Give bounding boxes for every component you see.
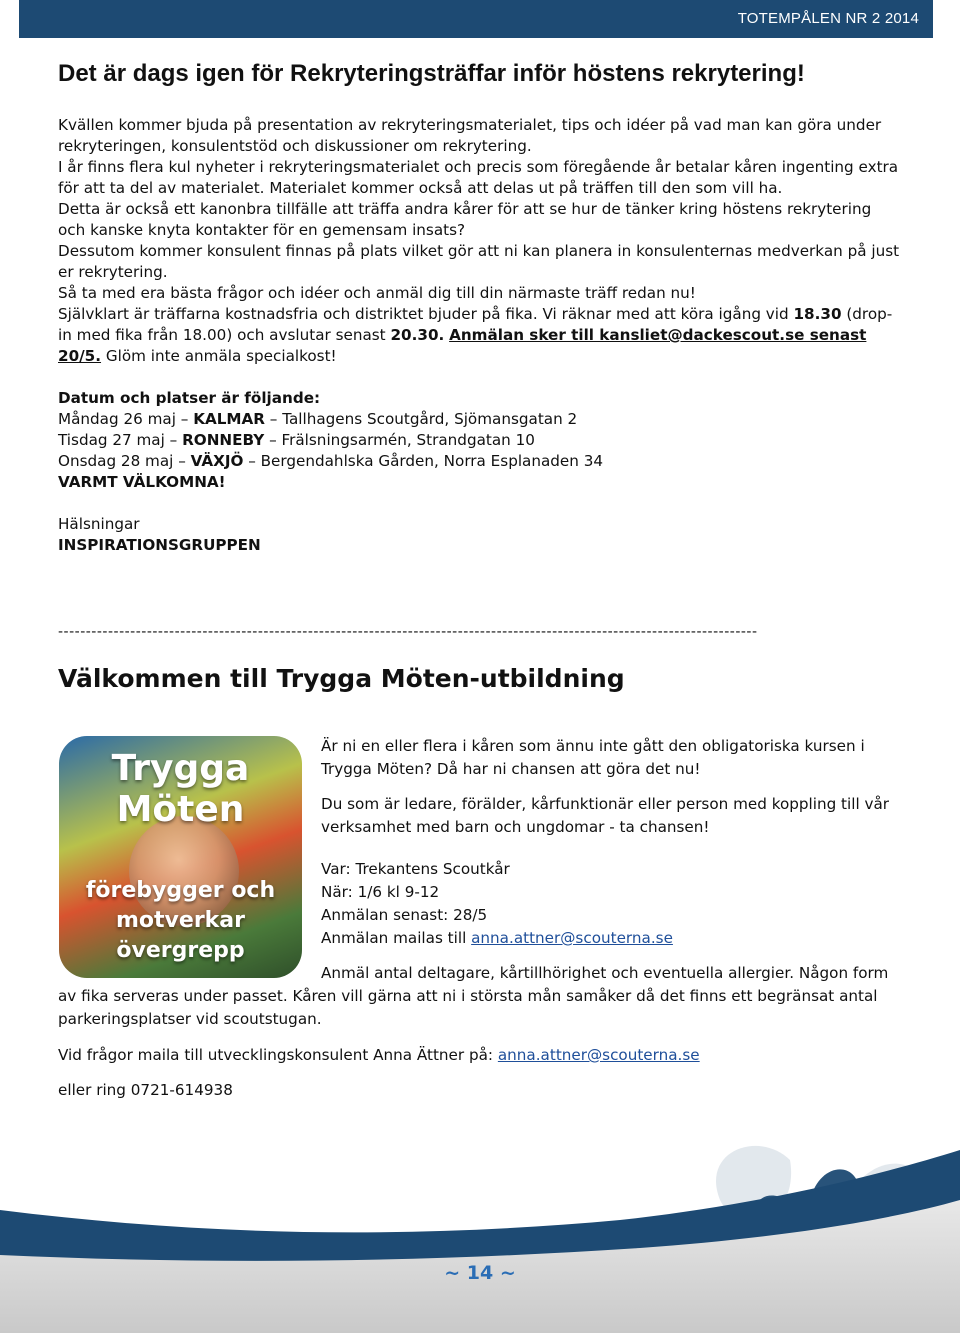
date-city: VÄXJÖ bbox=[190, 452, 244, 470]
paragraph-consultant: Dessutom kommer konsulent finnas på plats vilket gör att ni kan planera in konsulenternas medverkan på just er rekrytering. bbox=[58, 242, 900, 281]
course-mail bbox=[321, 927, 902, 950]
questions-email-link[interactable]: anna.attner@scouterna.se bbox=[497, 1046, 700, 1064]
trygga-moten-image bbox=[59, 736, 302, 978]
course-where: Var: Trekantens Scoutkår bbox=[321, 860, 510, 878]
section-title-trygga-moten: Välkommen till Trygga Möten-utbildning bbox=[58, 664, 625, 693]
course-when: När: 1/6 kl 9-12 bbox=[321, 883, 440, 901]
date-city: KALMAR bbox=[193, 410, 265, 428]
course-info: Anmäl antal deltagare, kårtillhörighet och eventuella allergier. Någon form av fika serveras under passet. Kåren vill gärna att ni i största mån samåker då det finns ett begränsat antal parkeringsplatser vid scoutstugan. bbox=[58, 964, 889, 1028]
mail-prefix: Anmälan mailas till bbox=[321, 929, 472, 947]
practical-text-2: (drop-in med fika från 18.00) och avslutar senast bbox=[58, 305, 893, 344]
course-intro: Är ni en eller flera i kåren som ännu inte gått den obligatoriska kursen i Trygga Möten? Då har ni chansen att göra det nu! bbox=[321, 737, 865, 778]
questions-prefix: Vid frågor maila till utvecklingskonsulent Anna Ättner på: bbox=[58, 1046, 498, 1064]
header-title: TOTEMPÅLEN NR 2 2014 bbox=[737, 10, 919, 27]
paragraph-opportunity: Detta är också ett kanonbra tillfälle att träffa andra kårer för att se hur de tänker kring höstens rekrytering och kanske knyta kontakter för en gemensam insats? bbox=[58, 200, 872, 239]
welcome-text: VARMT VÄLKOMNA! bbox=[58, 473, 226, 491]
signup-email-link[interactable]: anna.attner@scouterna.se bbox=[471, 929, 673, 947]
questions-line bbox=[58, 1044, 903, 1067]
practical-text-3: Glöm inte anmäla specialkost! bbox=[101, 347, 337, 365]
course-audience: Du som är ledare, förälder, kårfunktionär eller person med koppling till vår verksamhet med barn och ungdomar - ta chansen! bbox=[321, 795, 890, 836]
signature: INSPIRATIONSGRUPPEN bbox=[58, 536, 261, 554]
paragraph-news: I år finns flera kul nyheter i rekryteringsmaterialet och precis som föregående år betalar kåren ingenting extra för att ta del av materialet. Materialet kommer också att delas ut på träffen till den som vill ha. bbox=[58, 158, 899, 197]
section-title-recruitment: Det är dags igen för Rekryteringsträffar inför höstens rekrytering! bbox=[58, 60, 805, 87]
practical-text-1: Självklart är träffarna kostnadsfria och distriktet bjuder på fika. Vi räknar med att köra igång vid bbox=[58, 305, 794, 323]
signup-info: Anmälan sker till kansliet@dackescout.se senast 20/5. bbox=[58, 326, 867, 365]
image-title: Trygga Möten bbox=[111, 748, 250, 830]
divider: ------------------------------------------------------------------------------------------------------------------------------ bbox=[58, 624, 758, 640]
greeting: Hälsningar bbox=[58, 515, 140, 533]
header-bar bbox=[19, 0, 933, 38]
date-row bbox=[58, 451, 903, 472]
image-tagline-line-1: förebygger och bbox=[85, 878, 276, 903]
dates-heading: Datum och platser är följande: bbox=[58, 389, 321, 407]
footer-wave bbox=[0, 1140, 960, 1333]
start-time: 18.30 bbox=[793, 305, 842, 323]
paragraph-practical-info bbox=[58, 304, 903, 367]
date-place: – Tallhagens Scoutgård, Sjömansgatan 2 bbox=[264, 410, 578, 428]
course-deadline: Anmälan senast: 28/5 bbox=[321, 906, 488, 924]
phone-line: eller ring 0721-614938 bbox=[58, 1081, 233, 1099]
date-place: – Frälsningsarmén, Strandgatan 10 bbox=[264, 431, 535, 449]
date-day: Tisdag 27 maj – bbox=[58, 431, 183, 449]
image-tagline bbox=[59, 876, 302, 966]
date-day: Onsdag 28 maj – bbox=[58, 452, 191, 470]
date-row bbox=[58, 409, 903, 430]
paragraph-call-to-action: Så ta med era bästa frågor och idéer och anmäl dig till din närmaste träff redan nu! bbox=[58, 284, 696, 302]
date-row bbox=[58, 430, 903, 451]
page-number: ~ 14 ~ bbox=[444, 1262, 516, 1284]
date-city: RONNEBY bbox=[182, 431, 265, 449]
image-tagline-line-2: motverkar övergrepp bbox=[116, 908, 245, 963]
date-place: – Bergendahlska Gården, Norra Esplanaden 34 bbox=[243, 452, 604, 470]
paragraph-intro: Kvällen kommer bjuda på presentation av rekryteringsmaterialet, tips och idéer på vad man kan göra under rekryteringen, konsulentstöd och diskussioner om rekrytering. bbox=[58, 116, 882, 155]
date-day: Måndag 26 maj – bbox=[58, 410, 194, 428]
end-time: 20.30. bbox=[390, 326, 445, 344]
